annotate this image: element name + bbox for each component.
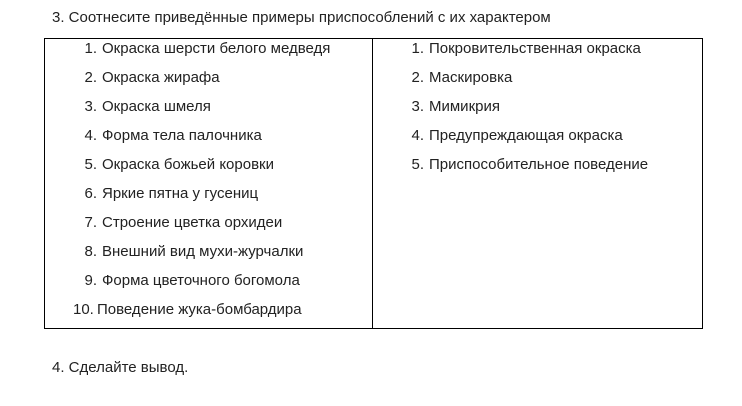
example-item-5: [73, 155, 274, 175]
example-item-8: [73, 242, 303, 262]
example-text: Окраска шерсти белого медведя: [102, 40, 331, 57]
example-number: 8.: [84, 243, 97, 260]
example-number: 4.: [84, 127, 97, 144]
example-number: 2.: [84, 69, 97, 86]
type-number: 1.: [411, 40, 424, 57]
example-item-1: [73, 39, 330, 59]
example-number: 7.: [84, 214, 97, 231]
type-text: Покровительственная окраска: [429, 40, 641, 57]
type-item-3: [400, 97, 500, 117]
example-text: Форма цветочного богомола: [102, 272, 300, 289]
example-item-3: [73, 97, 211, 117]
example-item-4: [73, 126, 262, 146]
example-text: Внешний вид мухи-журчалки: [102, 243, 304, 260]
example-text: Окраска жирафа: [102, 69, 220, 86]
examples-column: [45, 39, 373, 328]
type-number: 3.: [411, 98, 424, 115]
type-text: Маскировка: [429, 69, 513, 86]
example-item-10: [73, 300, 302, 320]
example-number: 10.: [73, 301, 94, 318]
example-text: Поведение жука-бомбардира: [97, 301, 302, 318]
example-item-2: [73, 68, 220, 88]
type-item-4: [400, 126, 623, 146]
example-number: 1.: [84, 40, 97, 57]
example-number: 5.: [84, 156, 97, 173]
example-text: Форма тела палочника: [102, 127, 262, 144]
type-item-5: [400, 155, 648, 175]
example-text: Окраска божьей коровки: [102, 156, 274, 173]
example-number: 9.: [84, 272, 97, 289]
types-column: [373, 39, 702, 328]
example-text: Строение цветка орхидеи: [102, 214, 283, 231]
type-text: Приспособительное поведение: [429, 156, 649, 173]
task-3-title: 3. Соотнесите приведённые примеры приспособлений с их характером: [52, 9, 551, 26]
type-number: 5.: [411, 156, 424, 173]
example-number: 6.: [84, 185, 97, 202]
example-text: Окраска шмеля: [102, 98, 211, 115]
example-item-6: [73, 184, 258, 204]
example-text: Яркие пятна у гусениц: [102, 185, 259, 202]
task-4-title: 4. Сделайте вывод.: [52, 359, 189, 376]
matching-table: [44, 38, 703, 329]
example-number: 3.: [84, 98, 97, 115]
type-number: 2.: [411, 69, 424, 86]
type-text: Мимикрия: [429, 98, 500, 115]
type-item-1: [400, 39, 641, 59]
example-item-9: [73, 271, 300, 291]
example-item-7: [73, 213, 282, 233]
type-item-2: [400, 68, 512, 88]
type-text: Предупреждающая окраска: [429, 127, 623, 144]
type-number: 4.: [411, 127, 424, 144]
